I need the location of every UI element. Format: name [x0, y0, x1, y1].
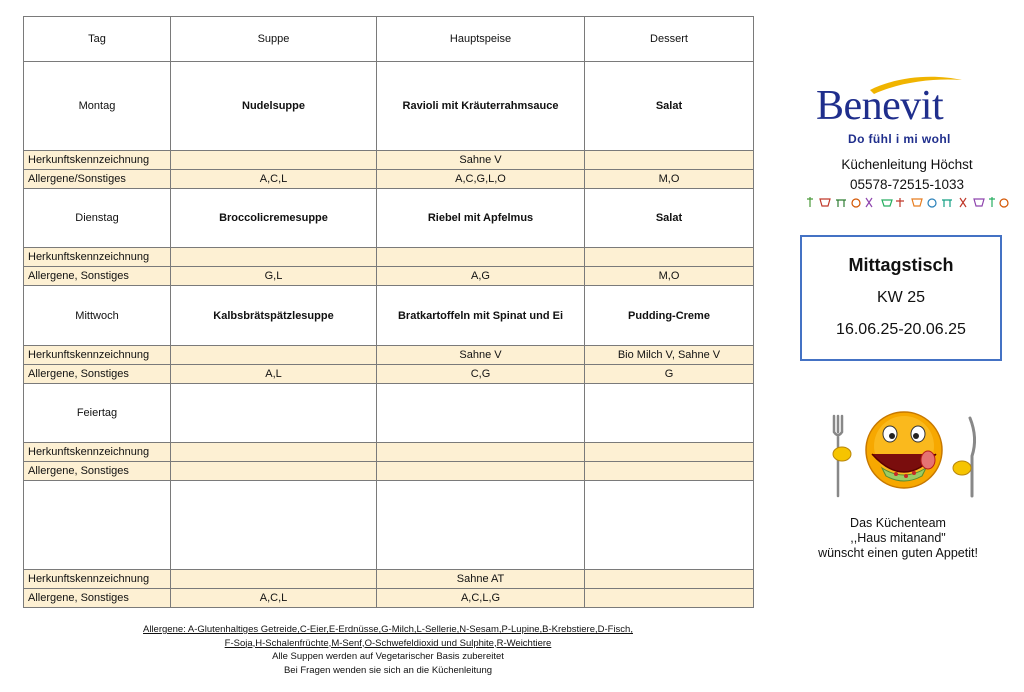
allergene-cell: A,L [171, 365, 377, 384]
day-row [24, 62, 754, 151]
allergene-cell: M,O [585, 170, 754, 189]
benevit-logo [812, 74, 962, 154]
herkunft-cell: Sahne V [377, 346, 585, 365]
allergene-row [24, 462, 754, 481]
herkunft-cell [585, 570, 754, 589]
suppe-cell [171, 384, 377, 443]
footer-notes [23, 623, 753, 677]
herkunft-cell [171, 248, 377, 267]
herkunft-cell [171, 443, 377, 462]
day-label [24, 481, 171, 570]
allergene-cell [377, 462, 585, 481]
logo-wordmark: Benevit [816, 83, 944, 129]
logo-slogan: Do fühl i mi wohl [848, 132, 951, 146]
contact-block [800, 155, 1014, 195]
herkunft-cell: Bio Milch V, Sahne V [585, 346, 754, 365]
herkunft-label: Herkunftskennzeichnung [24, 443, 171, 462]
allergene-label: Allergene, Sonstiges [24, 267, 171, 286]
hauptspeise-cell [377, 481, 585, 570]
decorative-tableware-icon [806, 195, 1010, 209]
herkunft-cell [171, 346, 377, 365]
menu-table [23, 16, 754, 608]
allergen-legend-line: Allergene: A-Glutenhaltiges Getreide,C-Eier,E-Erdnüsse,G-Milch,L-Sellerie,N-Sesam,P-Lupine,B-Krebstiere,D-Fisch, [143, 624, 633, 635]
herkunft-row [24, 248, 754, 267]
allergene-cell: G,L [171, 267, 377, 286]
day-label: Feiertag [24, 384, 171, 443]
herkunft-row [24, 443, 754, 462]
allergene-label: Allergene/Sonstiges [24, 170, 171, 189]
day-row [24, 286, 754, 346]
herkunft-cell [585, 443, 754, 462]
herkunft-label: Herkunftskennzeichnung [24, 151, 171, 170]
allergene-cell: C,G [377, 365, 585, 384]
day-row [24, 189, 754, 248]
kitchen-management-label: Küchenleitung Höchst [841, 157, 973, 172]
dessert-cell [585, 481, 754, 570]
allergene-cell: A,G [377, 267, 585, 286]
allergene-row [24, 267, 754, 286]
herkunft-label: Herkunftskennzeichnung [24, 346, 171, 365]
header-suppe: Suppe [171, 17, 377, 62]
allergene-cell: G [585, 365, 754, 384]
herkunft-row [24, 346, 754, 365]
allergene-row [24, 365, 754, 384]
herkunft-cell [171, 570, 377, 589]
herkunft-cell: Sahne AT [377, 570, 585, 589]
contact-note: Bei Fragen wenden sie sich an die Küchenleitung [283, 664, 493, 676]
suppe-cell: Nudelsuppe [171, 62, 377, 151]
day-row [24, 481, 754, 570]
allergene-cell [171, 462, 377, 481]
herkunft-label: Herkunftskennzeichnung [24, 248, 171, 267]
greeting-line: ,,Haus mitanand" [850, 531, 946, 545]
allergene-cell: A,C,L [171, 589, 377, 608]
allergene-label: Allergene, Sonstiges [24, 462, 171, 481]
herkunft-cell [585, 248, 754, 267]
allergene-row [24, 170, 754, 189]
allergene-cell: A,C,G,L,O [377, 170, 585, 189]
box-title: Mittagstisch [848, 255, 954, 275]
allergen-legend-line: F-Soja,H-Schalenfrüchte,M-Senf,O-Schwefeldioxid und Sulphite,R-Weichtiere [224, 637, 552, 649]
allergene-cell [585, 462, 754, 481]
dessert-cell [585, 384, 754, 443]
herkunft-cell [377, 248, 585, 267]
greeting-line: wünscht einen guten Appetit! [818, 546, 978, 560]
greeting-line: Das Küchenteam [850, 516, 946, 530]
greeting-block [780, 516, 1016, 561]
herkunft-label: Herkunftskennzeichnung [24, 570, 171, 589]
hauptspeise-cell: Bratkartoffeln mit Spinat und Ei [377, 286, 585, 346]
day-label: Mittwoch [24, 286, 171, 346]
day-label: Montag [24, 62, 171, 151]
herkunft-cell: Sahne V [377, 151, 585, 170]
header-dessert: Dessert [585, 17, 754, 62]
herkunft-row [24, 151, 754, 170]
vegetarian-note: Alle Suppen werden auf Vegetarischer Basis zubereitet [272, 651, 504, 662]
herkunft-cell [171, 151, 377, 170]
dessert-cell: Salat [585, 189, 754, 248]
allergene-row [24, 589, 754, 608]
allergene-cell: A,C,L,G [377, 589, 585, 608]
mittagstisch-box [800, 235, 1002, 361]
herkunft-cell [585, 151, 754, 170]
header-row [24, 17, 754, 62]
hauptspeise-cell: Ravioli mit Kräuterrahmsauce [377, 62, 585, 151]
header-tag: Tag [24, 17, 171, 62]
herkunft-row [24, 570, 754, 589]
suppe-cell: Broccolicremesuppe [171, 189, 377, 248]
suppe-cell: Kalbsbrätspätzlesuppe [171, 286, 377, 346]
calendar-week: KW 25 [876, 289, 925, 306]
dessert-cell: Pudding-Creme [585, 286, 754, 346]
dessert-cell: Salat [585, 62, 754, 151]
hauptspeise-cell [377, 384, 585, 443]
allergene-cell [585, 589, 754, 608]
allergene-cell: M,O [585, 267, 754, 286]
suppe-cell [171, 481, 377, 570]
allergene-cell: A,C,L [171, 170, 377, 189]
allergene-label: Allergene, Sonstiges [24, 589, 171, 608]
hauptspeise-cell: Riebel mit Apfelmus [377, 189, 585, 248]
smiley-with-cutlery-icon [812, 410, 994, 502]
date-range: 16.06.25-20.06.25 [836, 321, 966, 338]
header-hauptspeise: Hauptspeise [377, 17, 585, 62]
day-row [24, 384, 754, 443]
phone-number: 05578-72515-1033 [849, 177, 965, 192]
day-label: Dienstag [24, 189, 171, 248]
allergene-label: Allergene, Sonstiges [24, 365, 171, 384]
herkunft-cell [377, 443, 585, 462]
